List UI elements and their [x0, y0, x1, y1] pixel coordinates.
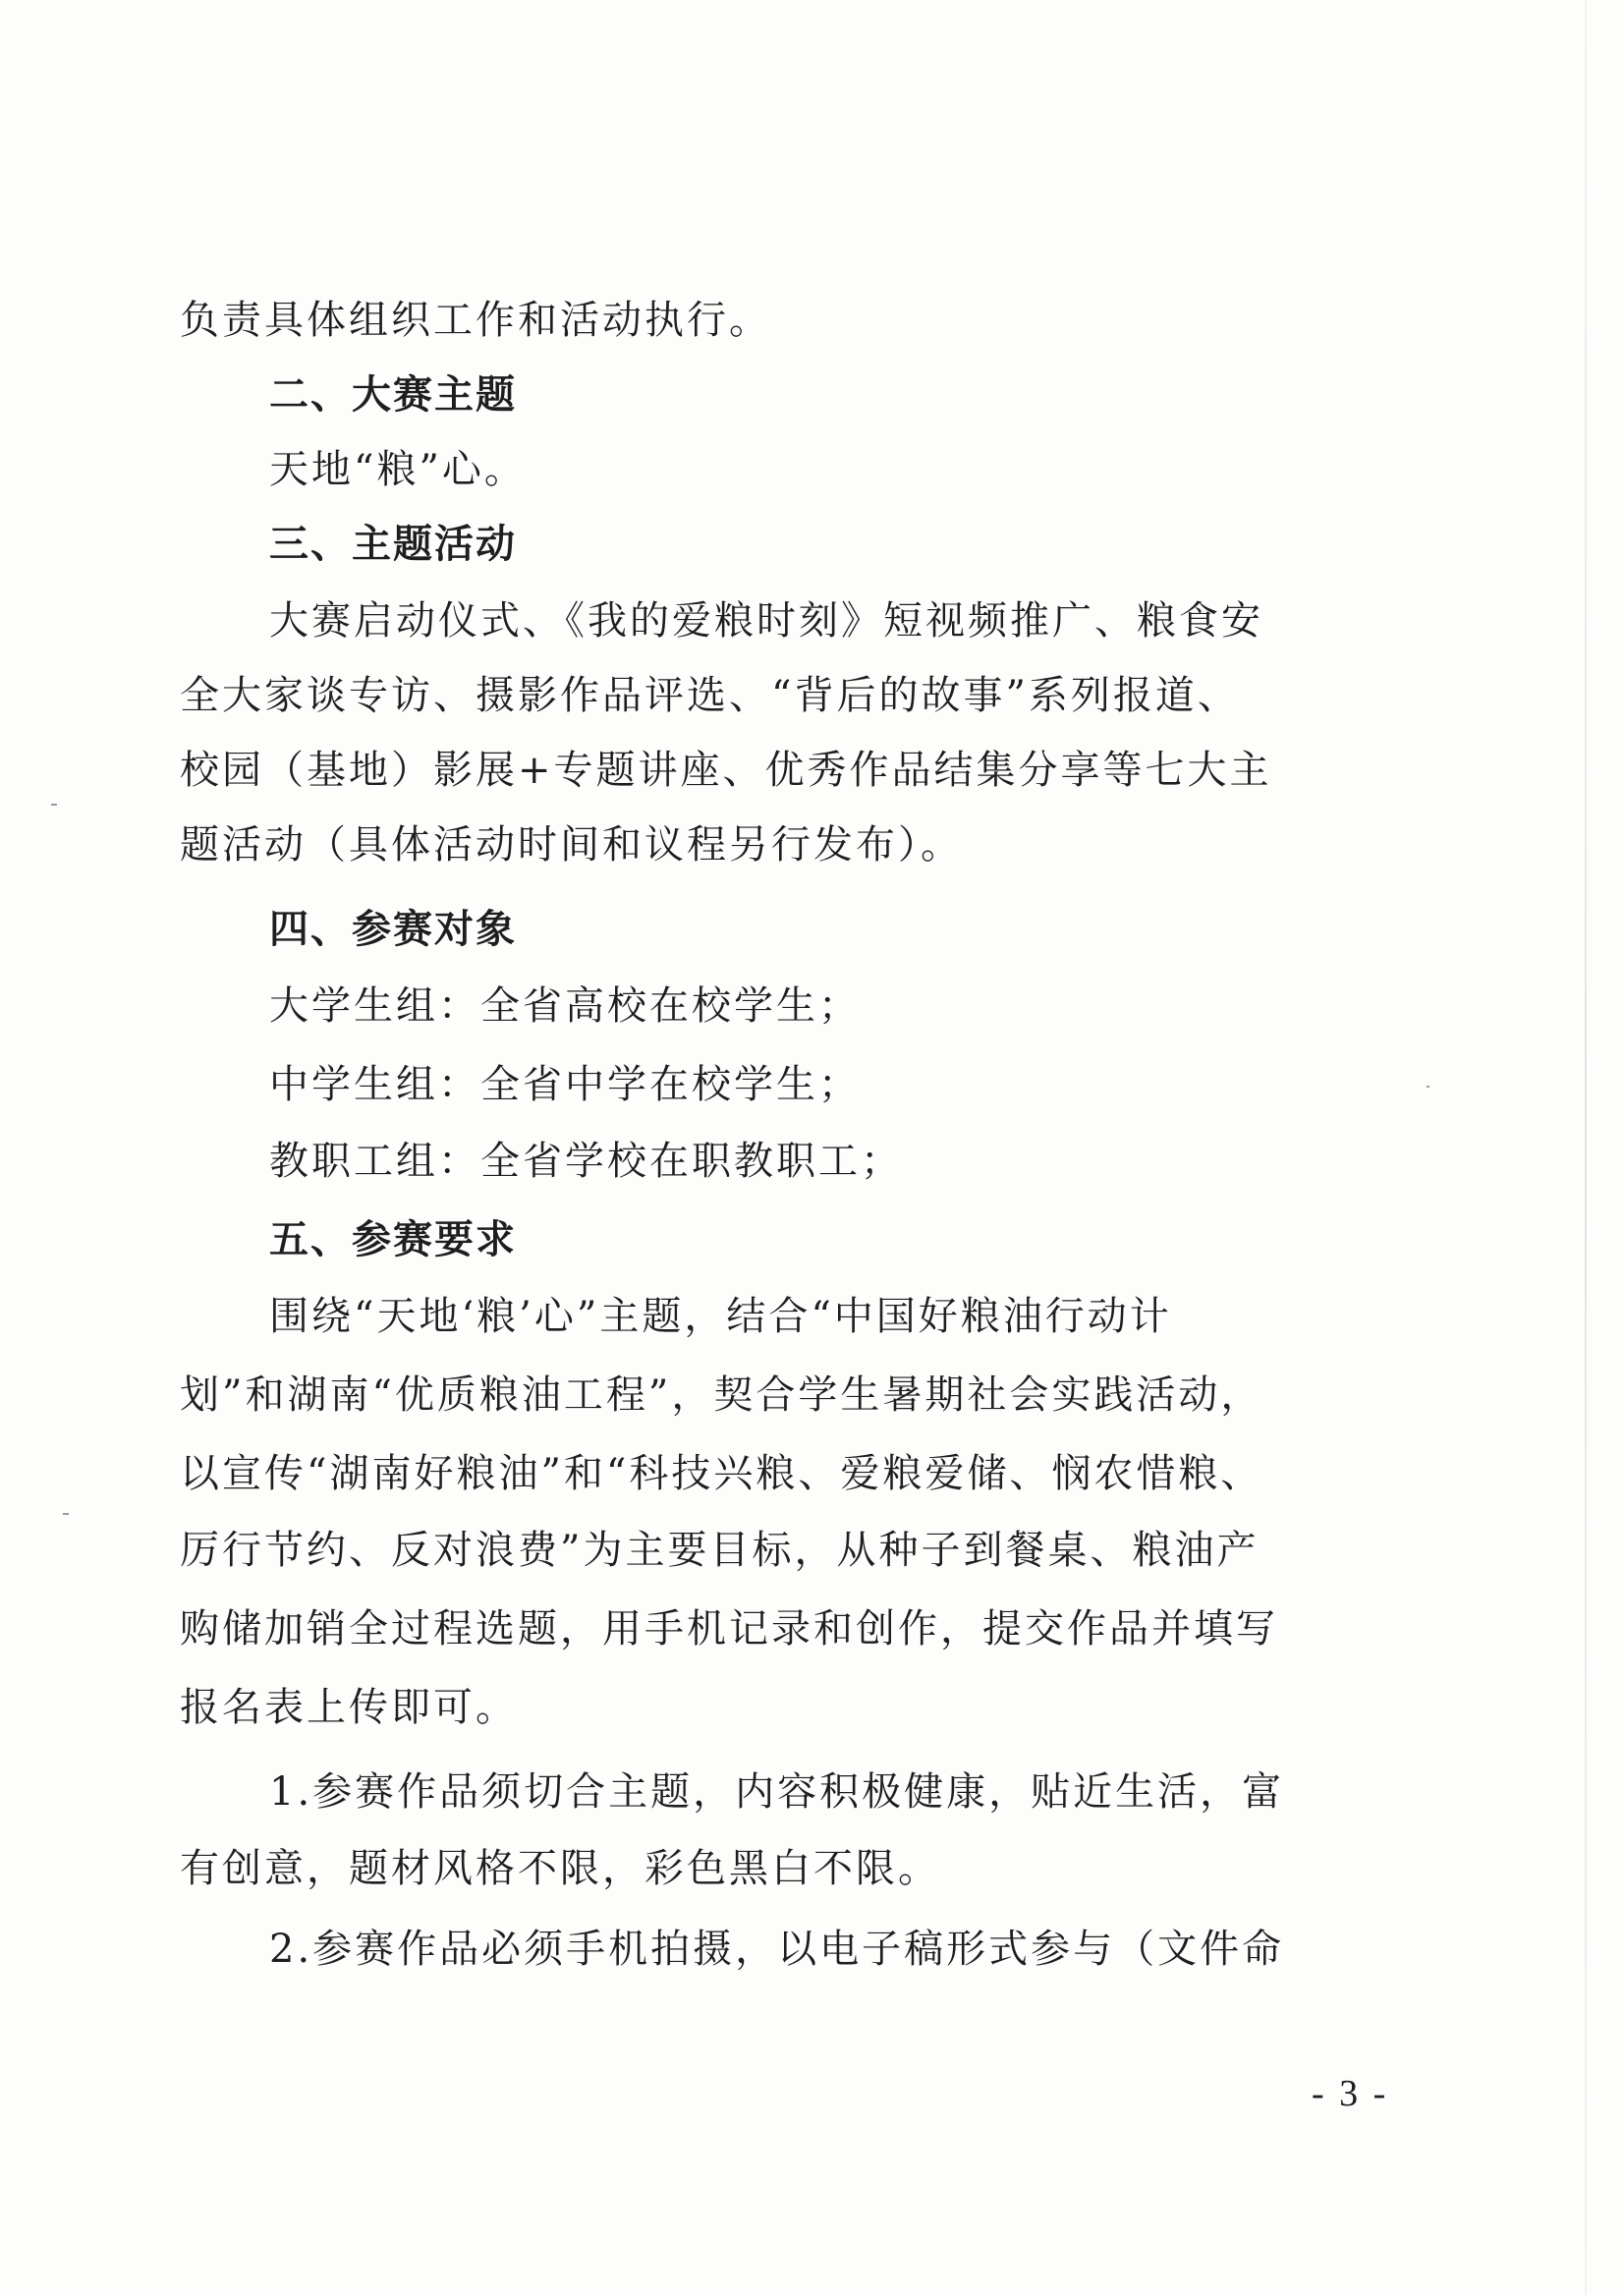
scan-edge [1585, 0, 1587, 2295]
paragraph-line: 大赛启动仪式、《我的爱粮时刻》短视频推广、粮食安 [269, 598, 1263, 644]
scan-speck [1427, 1086, 1429, 1088]
paragraph-line: 围绕“天地‘粮’心”主题，结合“中国好粮油行动计 [269, 1294, 1172, 1339]
paragraph-line: 校园（基地）影展+专题讲座、优秀作品结集分享等七大主 [180, 748, 1272, 793]
paragraph-line: 以宣传“湖南好粮油”和“科技兴粮、爱粮爱储、悯农惜粮、 [180, 1451, 1263, 1496]
paragraph-line: 负责具体组织工作和活动执行。 [180, 298, 771, 343]
paragraph-line: 1.参赛作品须切合主题，内容积极健康，贴近生活，富 [269, 1769, 1285, 1815]
section-heading: 三、主题活动 [269, 522, 517, 567]
section-heading: 二、大赛主题 [269, 372, 517, 418]
paragraph-line: 大学生组：全省高校在校学生； [269, 983, 861, 1029]
paragraph-line: 划”和湖南“优质粮油工程”，契合学生暑期社会实践活动， [180, 1372, 1263, 1418]
paragraph-line: 题活动（具体活动时间和议程另行发布）。 [180, 822, 963, 868]
paragraph-line: 购储加销全过程选题，用手机记录和创作，提交作品并填写 [180, 1606, 1278, 1651]
paragraph-line: 有创意，题材风格不限，彩色黑白不限。 [180, 1846, 940, 1891]
page-number: - 3 - [1312, 2073, 1389, 2114]
paragraph-line: 全大家谈专访、摄影作品评选、“背后的故事”系列报道、 [180, 673, 1240, 718]
section-heading: 四、参赛对象 [269, 907, 517, 952]
paragraph-line: 教职工组：全省学校在职教职工； [269, 1139, 903, 1184]
scan-speck [51, 804, 57, 806]
paragraph-line: 报名表上传即可。 [180, 1685, 518, 1730]
paragraph-line: 中学生组：全省中学在校学生； [269, 1062, 861, 1107]
section-heading: 五、参赛要求 [269, 1217, 517, 1262]
paragraph-line: 2.参赛作品必须手机拍摄，以电子稿形式参与（文件命 [269, 1927, 1285, 1972]
paragraph-line: 厉行节约、反对浪费”为主要目标，从种子到餐桌、粮油产 [180, 1528, 1260, 1573]
scan-speck [63, 1513, 69, 1515]
paragraph-line: 天地“粮”心。 [269, 447, 527, 492]
